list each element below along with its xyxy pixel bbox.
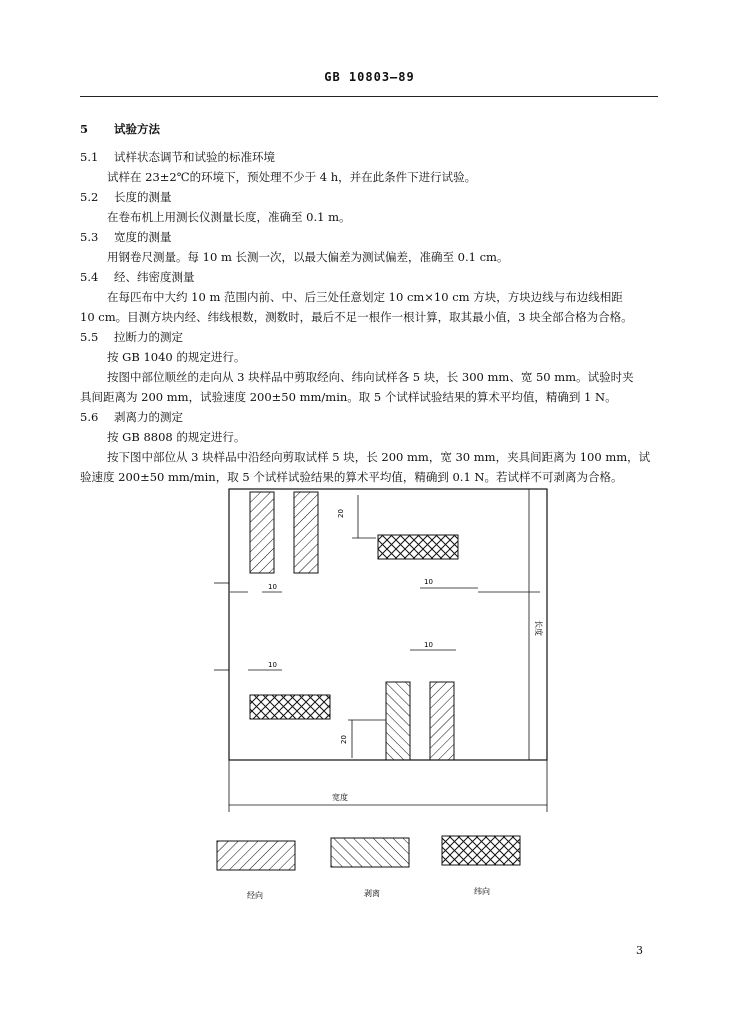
section-5-6-text-1: 按 GB 8808 的规定进行。	[107, 430, 246, 444]
dim-20-top: 20	[337, 509, 345, 518]
legend-peel-swatch	[331, 838, 409, 867]
section-5-1-heading: 5.1 试样状态调节和试验的标准环境	[80, 150, 275, 164]
dim-10-bottom-left: 10	[268, 661, 277, 669]
warp-specimen	[294, 492, 318, 573]
page-header: GB 10803—89	[324, 70, 415, 84]
section-5-6-text-3: 验速度 200±50 mm/min，取 5 个试样试验结果的算术平均值，精确到 0.1 N。若试样不可剥离为合格。	[80, 470, 623, 484]
section-5-2-heading: 5.2 长度的测量	[80, 190, 172, 204]
weft-specimen	[250, 695, 330, 719]
warp-specimen	[250, 492, 274, 573]
legend-warp-swatch	[217, 841, 295, 870]
section-5-1-text: 试样在 23±2℃的环境下，预处理不少于 4 h，并在此条件下进行试验。	[107, 170, 477, 184]
section-5-6-heading: 5.6 剥离力的测定	[80, 410, 183, 424]
section-5-4-text-2: 10 cm。目测方块内经、纬线根数，测数时，最后不足一根作一根计算，取其最小值，3 块全部合格为合格。	[80, 310, 633, 324]
section-5-3-text: 用钢卷尺测量。每 10 m 长测一次，以最大偏差为测试偏差，准确至 0.1 cm。	[107, 250, 509, 264]
legend-weft-swatch	[442, 836, 520, 865]
page-number: 3	[636, 944, 643, 957]
legend-warp-label: 经向	[247, 891, 263, 900]
section-5-5-text-2: 按图中部位顺丝的走向从 3 块样品中剪取经向、纬向试样各 5 块，长 300 mm、宽 50 mm。试验时夹	[107, 370, 634, 384]
length-label: 长度	[534, 620, 543, 636]
section-5-5-text-1: 按 GB 1040 的规定进行。	[107, 350, 246, 364]
dim-10-top-right: 10	[424, 578, 433, 586]
section-5-4-text-1: 在每匹布中大约 10 m 范围内前、中、后三处任意划定 10 cm×10 cm 方块，方块边线与布边线相距	[107, 290, 623, 304]
section-5-heading: 5 试验方法	[80, 122, 160, 136]
section-5-5-heading: 5.5 拉断力的测定	[80, 330, 183, 344]
dim-10-top-left: 10	[268, 583, 277, 591]
width-label: 宽度	[332, 793, 348, 802]
warp-specimen	[430, 682, 454, 760]
dim-10-mid-right: 10	[424, 641, 433, 649]
legend-weft-label: 纬向	[474, 887, 490, 896]
section-5-5-text-3: 具间距离为 200 mm，试验速度 200±50 mm/min。取 5 个试样试验结果的算术平均值，精确到 1 N。	[80, 390, 617, 404]
section-5-3-heading: 5.3 宽度的测量	[80, 230, 172, 244]
dim-20-bottom: 20	[340, 735, 348, 744]
section-5-2-text: 在卷布机上用测长仪测量长度，准确至 0.1 m。	[107, 210, 351, 224]
section-5-4-heading: 5.4 经、纬密度测量	[80, 270, 195, 284]
weft-specimen	[378, 535, 458, 559]
legend-peel-label: 剥离	[364, 889, 380, 898]
peel-specimen	[386, 682, 410, 760]
section-5-6-text-2: 按下图中部位从 3 块样品中沿经向剪取试样 5 块，长 200 mm，宽 30 mm，夹具间距离为 100 mm，试	[107, 450, 651, 464]
